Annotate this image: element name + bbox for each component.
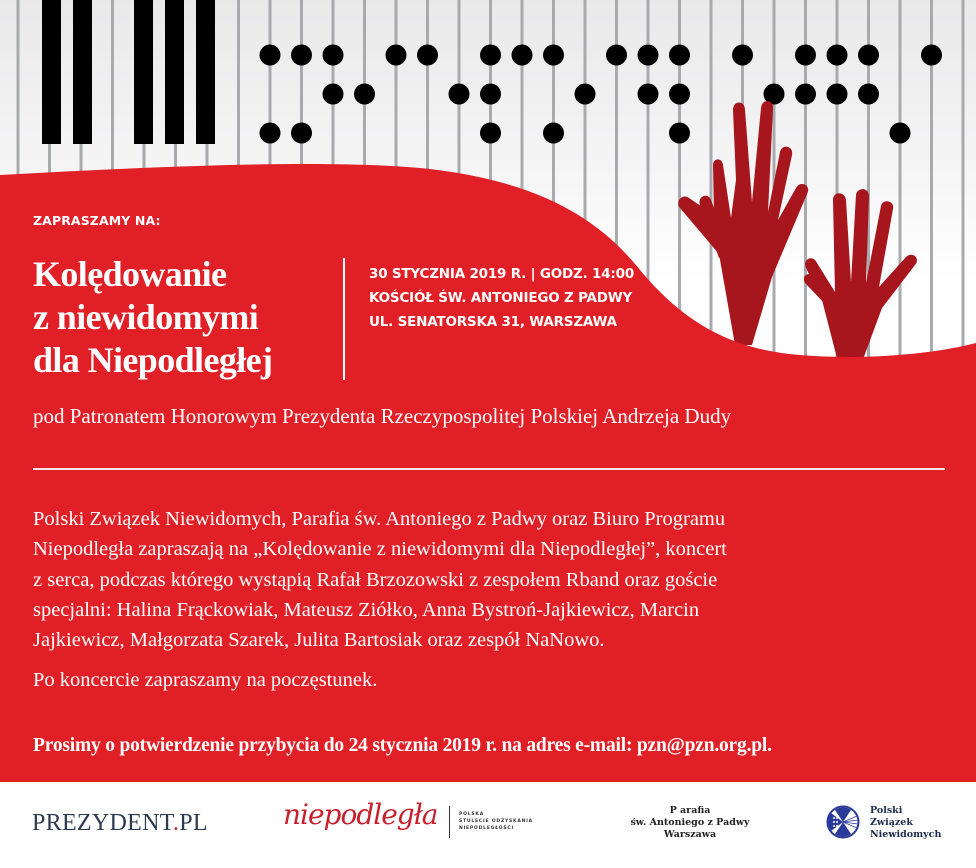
event-address: UL. SENATORSKA 31, WARSZAWA: [369, 314, 617, 330]
event-venue: KOŚCIÓŁ ŚW. ANTONIEGO Z PADWY: [369, 290, 633, 306]
event-date-time: 30 STYCZNIA 2019 R. | GODZ. 14:00: [369, 266, 635, 282]
event-title: [33, 253, 343, 382]
invite-label: ZAPRASZAMY NA:: [33, 213, 161, 228]
pzn-line: Związek: [870, 817, 913, 828]
prezydent-logo-main: PREZYDENT: [32, 810, 173, 836]
prezydent-logo: [32, 810, 208, 837]
event-details: [369, 262, 634, 334]
section-divider: [33, 468, 945, 470]
niepodlegla-logo-divider: [449, 806, 450, 838]
parafia-line: św. Antoniego z Padwy: [630, 817, 750, 828]
niepodlegla-sub-line: NIEPODLEGŁOŚCI: [459, 826, 514, 831]
prezydent-logo-suffix: PL: [179, 810, 208, 836]
body-line: Jajkiewicz, Małgorzata Szarek, Julita Bartosiak oraz zespół NaNowo.: [33, 629, 605, 652]
honorary-patronage: pod Patronatem Honorowym Prezydenta Rzeczypospolitej Polskiej Andrzeja Dudy: [33, 404, 732, 428]
event-title-line: Kolędowanie: [33, 254, 227, 294]
body-line: Polski Związek Niewidomych, Parafia św. Antoniego z Padwy oraz Biuro Programu: [33, 508, 726, 530]
prezydent-logo-dot: .: [172, 810, 180, 836]
body-line: Niepodległa zapraszają na „Kolędowanie z niewidomymi dla Niepodległej”, koncert: [33, 538, 727, 561]
event-title-line: dla Niepodległej: [33, 340, 273, 380]
invitation-body: [33, 504, 933, 696]
niepodlegla-sub-line: POLSKA: [459, 812, 485, 817]
niepodlegla-logo-subtitle: [459, 811, 533, 832]
pzn-logo-text: [870, 805, 941, 841]
pzn-line: Niewidomych: [870, 829, 942, 840]
pzn-line: Polski: [870, 805, 903, 816]
body-line: specjalni: Halina Frąckowiak, Mateusz Ziółko, Anna Bystroń-Jajkiewicz, Marcin: [33, 598, 700, 621]
niepodlegla-sub-line: STULECIE ODZYSKANIA: [459, 819, 533, 824]
closing-line: Po koncercie zapraszamy na poczęstunek.: [33, 669, 378, 692]
title-divider: [343, 258, 345, 380]
raised-hands-icon: [678, 101, 917, 362]
event-title-line: z niewidomymi: [33, 297, 259, 337]
parafia-line: P arafia: [669, 805, 711, 816]
parafia-line: Warszawa: [663, 829, 717, 840]
pzn-emblem-icon: [826, 805, 860, 839]
niepodlegla-logo: niepodległa: [283, 798, 438, 831]
body-line: z serca, podczas którego wystąpią Rafał Brzozowski z zespołem Rband oraz goście: [33, 568, 718, 591]
parafia-logo: [600, 805, 780, 841]
rsvp-note: Prosimy o potwierdzenie przybycia do 24 stycznia 2019 r. na adres e-mail: pzn@pzn.org.pl.: [33, 735, 772, 756]
